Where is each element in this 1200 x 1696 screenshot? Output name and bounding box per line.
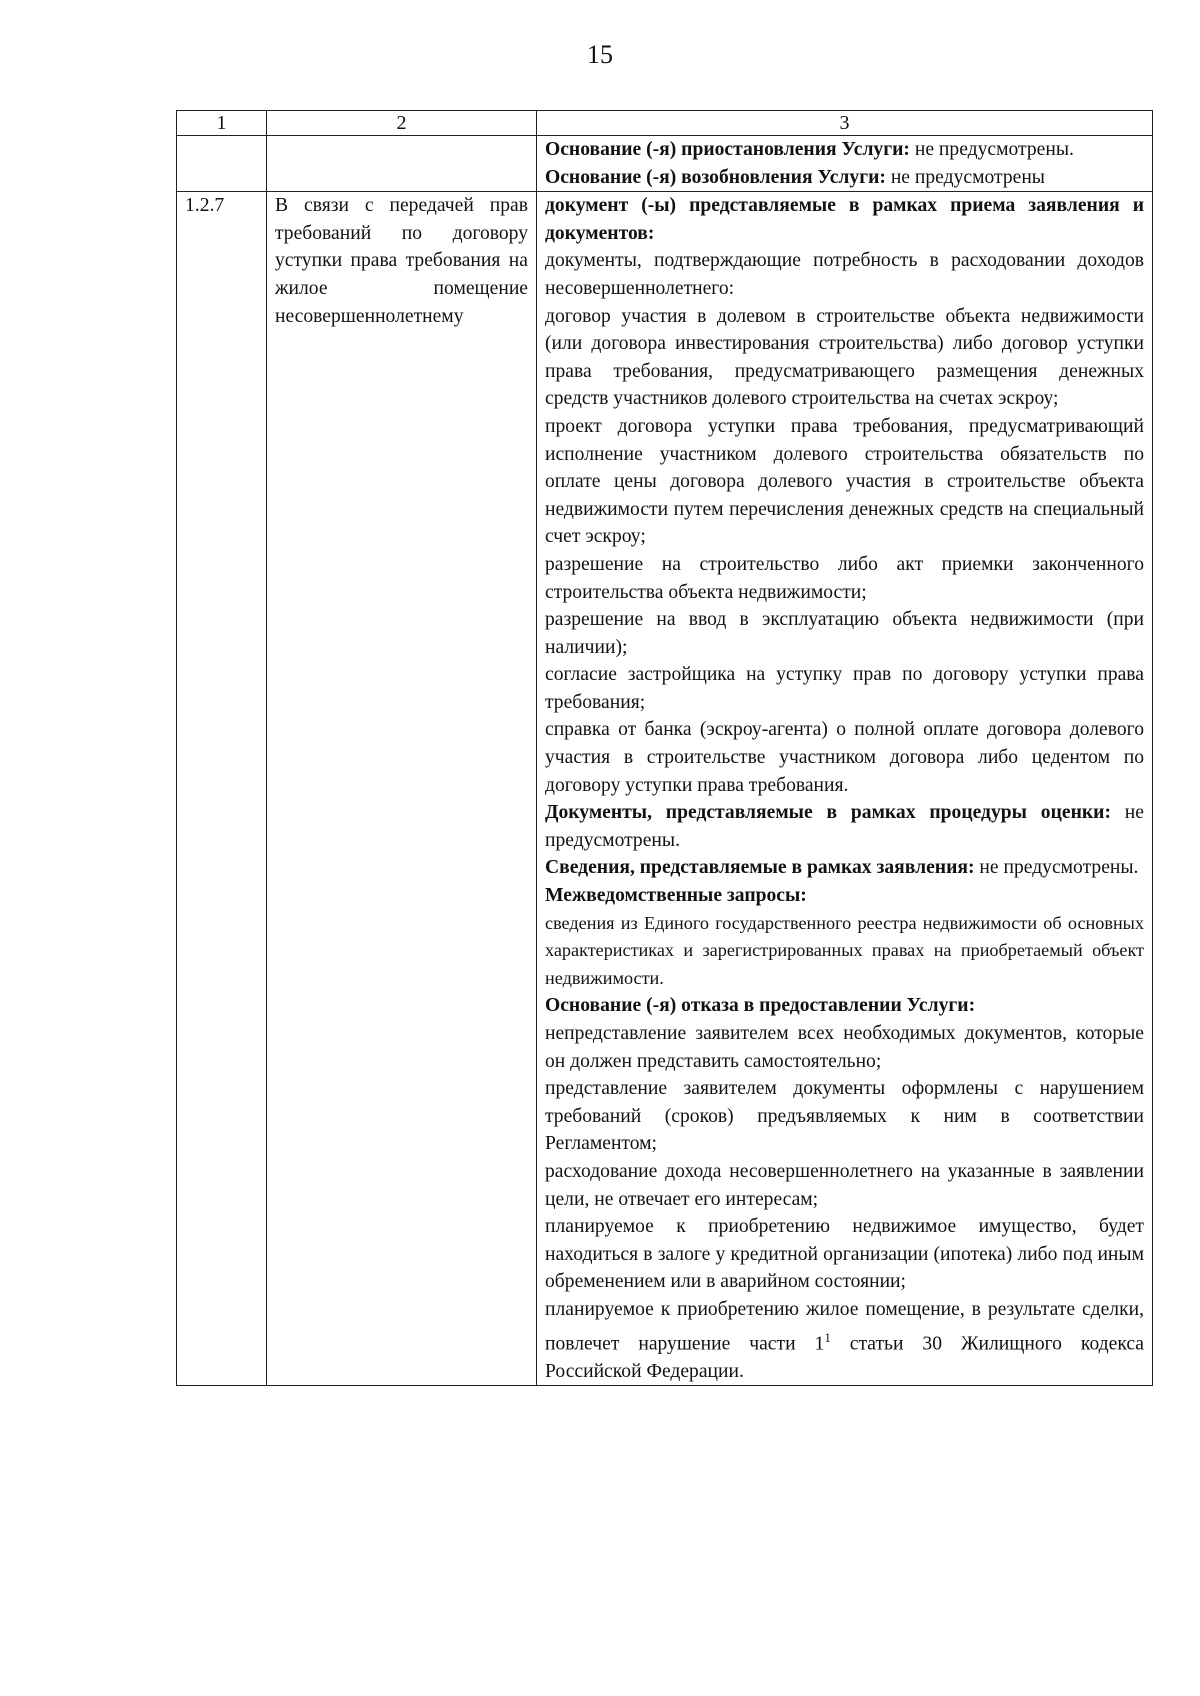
paragraph-text: расходование дохода несовершеннолетнего на указанные в заявлении цели, не отвечает его интересам;	[545, 1160, 1144, 1210]
cell-details	[537, 192, 1153, 1386]
services-table	[176, 110, 1153, 1386]
paragraph-text: разрешение на ввод в эксплуатацию объекта недвижимости (при наличии);	[545, 609, 1144, 658]
paragraph-text: сведения из Единого государственного реестра недвижимости об основных характеристиках и зарегистрированных правах на приобретаемый объект недвижимости.	[545, 912, 1144, 988]
list-paragraph	[545, 1158, 1144, 1213]
page-number: 15	[587, 40, 613, 69]
list-paragraph	[545, 413, 1144, 551]
section-paragraph	[545, 882, 1144, 910]
header-col-2: 2	[267, 111, 537, 136]
section-heading: Документы, представляемые в рамках процедуры оценки:	[545, 802, 1111, 824]
section-heading: документ (-ы) представляемые в рамках приема заявления и документов:	[545, 195, 1144, 244]
header-col-1: 1	[177, 111, 267, 136]
paragraph-text: непредставление заявителем всех необходимых документов, которые он должен представить самостоятельно;	[545, 1023, 1144, 1072]
paragraph-text: не предусмотрены.	[545, 802, 1144, 851]
list-paragraph	[545, 661, 1144, 716]
paragraph-text: договор участия в долевом в строительстве объекта недвижимости (или договора инвестирования строительства) либо договор уступки права требования, предусматривающего размещения денежных средств участников долевого строительства на счетах эскроу;	[545, 305, 1144, 410]
list-paragraph	[545, 716, 1144, 799]
list-paragraph	[545, 910, 1144, 993]
list-paragraph	[545, 551, 1144, 606]
section-paragraph	[545, 192, 1144, 247]
list-paragraph	[545, 247, 1144, 302]
table-row-1-2-7	[177, 192, 1153, 1386]
section-paragraph	[545, 136, 1144, 164]
cell-description-empty	[267, 136, 537, 192]
table-header-row	[177, 111, 1153, 136]
paragraph-text: планируемое к приобретению недвижимое имущество, будет находиться в залоге у кредитной организации (ипотека) либо под иным обременением или в аварийном состоянии;	[545, 1216, 1144, 1293]
paragraph-text-tail: статьи 30 Жилищного кодекса Российской Федерации.	[545, 1333, 1145, 1382]
list-paragraph	[545, 1075, 1144, 1158]
paragraph-text: разрешение на строительство либо акт приемки законченного строительства объекта недвижимости;	[545, 553, 1144, 603]
section-heading: Основание (-я) приостановления Услуги:	[545, 139, 910, 160]
paragraph-text: не предусмотрены	[885, 166, 1045, 188]
header-col-3: 3	[537, 111, 1153, 136]
paragraph-text: не предусмотрены.	[974, 857, 1139, 879]
section-heading: Сведения, представляемые в рамках заявления:	[545, 857, 975, 879]
cell-details-continuation	[537, 136, 1153, 192]
paragraph-text: планируемое к приобретению жилое помещение, в результате сделки, повлечет нарушение части 1	[545, 1298, 1144, 1355]
paragraph-text: проект договора уступки права требования, предусматривающий исполнение участником долевого строительства обязательств по оплате цены договора долевого участия в строительстве объекта недвижимости путем перечисления денежных средств на специальный счет эскроу;	[545, 415, 1144, 548]
paragraph-text: не предусмотрены.	[909, 139, 1074, 160]
section-heading: Основание (-я) отказа в предоставлении Услуги:	[545, 995, 976, 1017]
paragraph-text: согласие застройщика на уступку прав по договору уступки права требования;	[545, 664, 1144, 713]
section-paragraph	[545, 164, 1144, 192]
paragraph-text: справка от банка (эскроу-агента) о полной оплате договора долевого участия в строительстве участником договора либо цедентом по договору уступки права требования.	[545, 719, 1144, 796]
superscript: 1	[824, 1329, 831, 1345]
cell-number-empty	[177, 136, 267, 192]
section-paragraph	[545, 854, 1144, 882]
section-heading: Основание (-я) возобновления Услуги:	[545, 166, 886, 188]
paragraph-text: документы, подтверждающие потребность в расходовании доходов несовершеннолетнего:	[545, 250, 1144, 299]
section-paragraph	[545, 799, 1144, 854]
list-paragraph	[545, 1020, 1144, 1075]
section-paragraph	[545, 992, 1144, 1020]
list-paragraph	[545, 303, 1144, 413]
list-paragraph	[545, 606, 1144, 661]
table-row-continuation	[177, 136, 1153, 192]
row-number: 1.2.7	[177, 192, 267, 1386]
section-heading: Межведомственные запросы:	[545, 885, 807, 907]
list-paragraph	[545, 1296, 1144, 1385]
paragraph-text: представление заявителем документы оформлены с нарушением требований (сроков) предъявляемых к ним в соответствии Регламентом;	[545, 1078, 1144, 1155]
list-paragraph	[545, 1213, 1144, 1296]
row-description: В связи с передачей прав требований по договору уступки права требования на жилое помещение несовершеннолетнему	[267, 192, 537, 1386]
